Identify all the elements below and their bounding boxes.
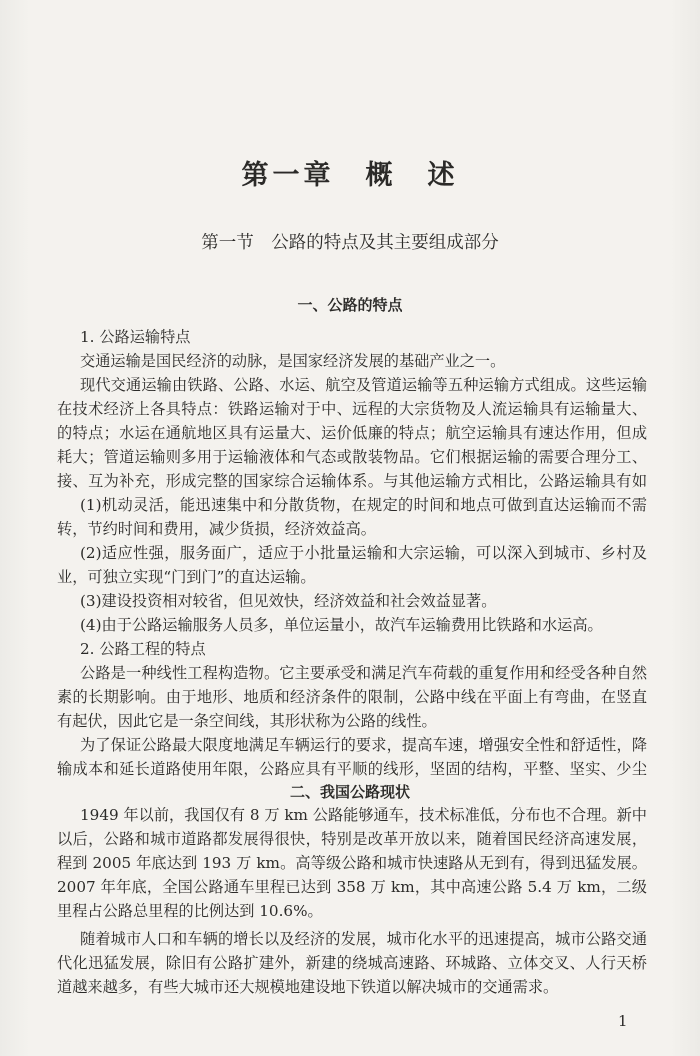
- text-line: 在技术经济上各具特点：铁路运输对于中、远程的大宗货物及人流运输具有运输量大、: [57, 400, 647, 418]
- text-line: 2007 年年底，全国公路通车里程已达到 358 万 km，其中高速公路 5.4 万 km，二级: [57, 878, 647, 896]
- text-line: 转，节约时间和费用，减少货损，经济效益高。: [57, 520, 376, 538]
- subheading-road-status: 二、我国公路现状: [289, 783, 410, 801]
- text-line: 接、互为补充，形成完整的国家综合运输体系。与其他运输方式相比，公路运输具有如: [57, 472, 647, 490]
- text-line: 以后，公路和城市道路都发展得很快，特别是改革开放以来，随着国民经济高速发展，: [57, 830, 647, 848]
- text-line: 素的长期影响。由于地形、地质和经济条件的限制，公路中线在平面上有弯曲，在竖直: [57, 688, 647, 706]
- text-line: 道越来越多，有些大城市还大规模地建设地下铁道以解决城市的交通需求。: [57, 978, 559, 996]
- text-line: 2. 公路工程的特点: [80, 640, 206, 658]
- section-title: 第一节 公路的特点及其主要组成部分: [201, 233, 499, 253]
- text-line: 1949 年以前，我国仅有 8 万 km 公路能够通车，技术标准低，分布也不合理。新中: [80, 806, 647, 824]
- text-line: 程到 2005 年底达到 193 万 km。高等级公路和城市快速路从无到有，得到迅猛发展。: [57, 854, 647, 872]
- text-line: (2)适应性强，服务面广，适应于小批量运输和大宗运输，可以深入到城市、乡村及: [80, 544, 647, 562]
- text-line: 1. 公路运输特点: [80, 328, 191, 346]
- text-line: 随着城市人口和车辆的增长以及经济的发展，城市化水平的迅速提高，城市公路交通: [80, 930, 647, 948]
- text-line: 交通运输是国民经济的动脉，是国家经济发展的基础产业之一。: [80, 352, 506, 370]
- text-line: 公路是一种线性工程构造物。它主要承受和满足汽车荷载的重复作用和经受各种自然: [80, 664, 647, 682]
- text-line: 为了保证公路最大限度地满足车辆运行的要求，提高车速，增强安全性和舒适性，降: [80, 736, 647, 754]
- text-line: 有起伏，因此它是一条空间线，其形状称为公路的线性。: [57, 712, 437, 730]
- page-number: 1: [618, 1012, 628, 1030]
- text-line: 代化迅猛发展，除旧有公路扩建外，新建的绕城高速路、环城路、立体交叉、人行天桥: [57, 954, 647, 972]
- chapter-title: 第一章 概 述: [241, 160, 459, 191]
- text-line: 耗大；管道运输则多用于运输液体和气态或散装物品。它们根据运输的需要合理分工、: [57, 448, 647, 466]
- text-line: 输成本和延长道路使用年限，公路应具有平顺的线形，坚固的结构，平整、坚实、少尘: [57, 760, 647, 778]
- text-line: 业，可独立实现“门到门”的直达运输。: [57, 568, 316, 586]
- text-line: 里程占公路总里程的比例达到 10.6%。: [57, 902, 323, 920]
- text-line: 现代交通运输由铁路、公路、水运、航空及管道运输等五种运输方式组成。这些运输: [80, 376, 647, 394]
- text-line: 的特点；水运在通航地区具有运量大、运价低廉的特点；航空运输具有速达作用，但成: [57, 424, 647, 442]
- text-line: (3)建设投资相对较省，但见效快，经济效益和社会效益显著。: [80, 592, 497, 610]
- text-line: (1)机动灵活，能迅速集中和分散货物，在规定的时间和地点可做到直达运输而不需: [80, 496, 647, 514]
- subheading-road-characteristics: 一、公路的特点: [297, 296, 403, 314]
- text-line: (4)由于公路运输服务人员多，单位运量小，故汽车运输费用比铁路和水运高。: [80, 616, 603, 634]
